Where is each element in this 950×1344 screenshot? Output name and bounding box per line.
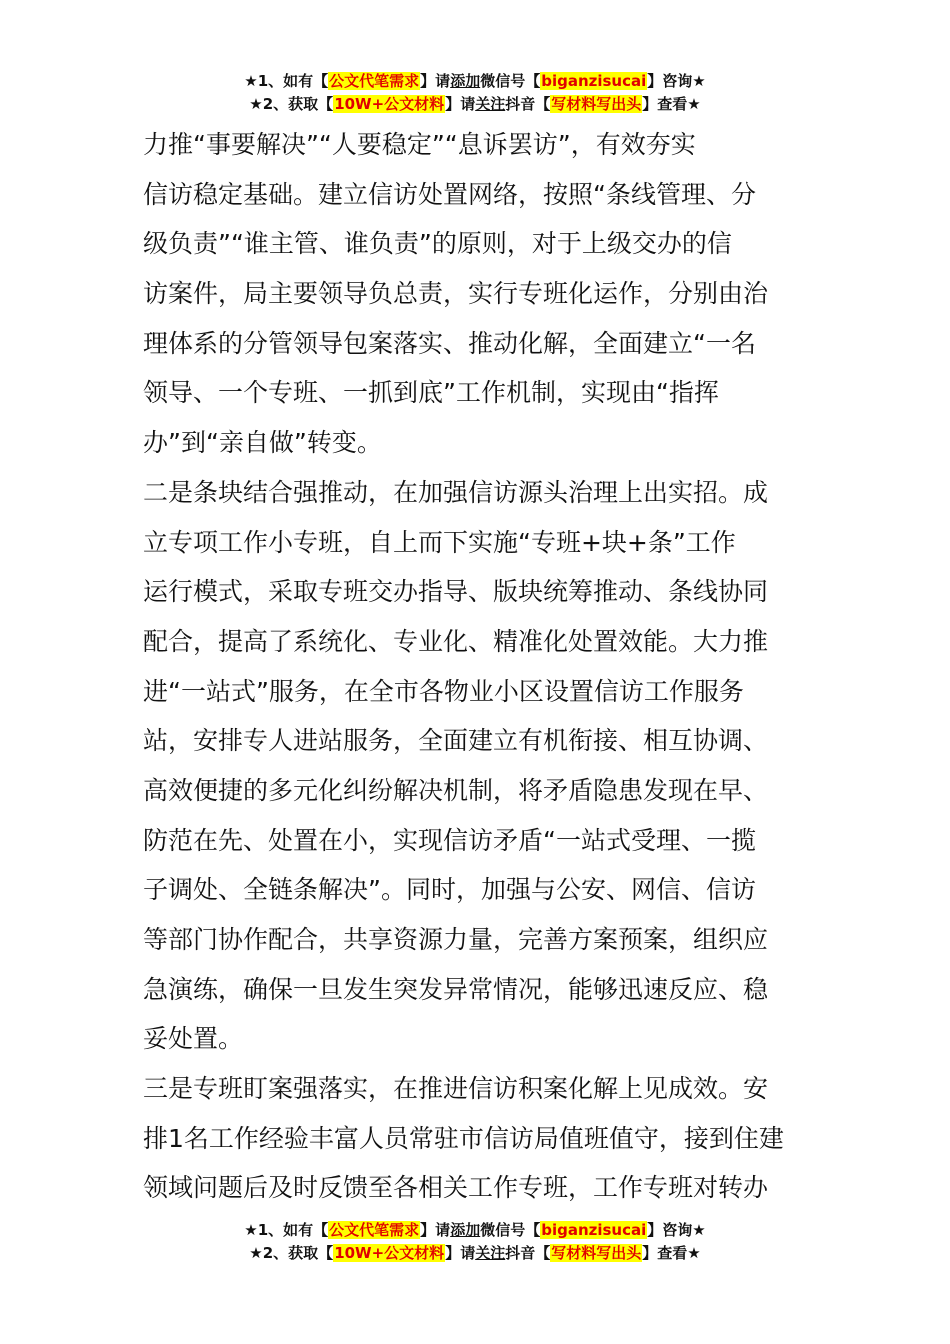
body-line: 级负责”“谁主管、谁负责”的原则，对于上级交办的信 [143, 229, 732, 259]
materials-highlight: 10W+公文材料 [334, 95, 445, 113]
body-line: 配合，提高了系统化、专业化、精准化处置效能。大力推 [143, 626, 769, 656]
ghostwriting-highlight: 公文代笔需求 [329, 72, 420, 90]
banner-text: 】请 [420, 1221, 451, 1239]
footer-banner [0, 1219, 950, 1265]
banner-suffix: 】查看★ [642, 1244, 701, 1262]
banner-line-ghostwriting [0, 70, 950, 93]
banner-emphasis: 关注 [475, 95, 506, 113]
materials-highlight: 10W+公文材料 [334, 1244, 445, 1262]
banner-prefix: ★1、如有【 [244, 72, 329, 90]
banner-text: 】请 [445, 95, 476, 113]
body-line: 高效便捷的多元化纠纷解决机制，将矛盾隐患发现在早、 [143, 775, 769, 805]
banner-text: 】请 [445, 1244, 476, 1262]
body-line: 领域问题后及时反馈至各相关工作专班，工作专班对转办 [143, 1173, 769, 1203]
banner-prefix: ★1、如有【 [244, 1221, 329, 1239]
body-line: 二是条块结合强推动，在加强信访源头治理上出实招。成 [143, 477, 769, 507]
body-line: 三是专班盯案强落实，在推进信访积案化解上见成效。安 [143, 1074, 769, 1104]
body-line: 急演练，确保一旦发生突发异常情况，能够迅速反应、稳 [143, 974, 769, 1004]
body-line: 进“一站式”服务，在全市各物业小区设置信访工作服务 [143, 676, 744, 706]
body-line: 力推“事要解决”“人要稳定”“息诉罢访”，有效夯实 [143, 130, 696, 159]
body-line: 排1名工作经验丰富人员常驻市信访局值班值守，接到住建 [143, 1123, 784, 1153]
wechat-id-highlight: biganzisucai [541, 72, 647, 90]
banner-suffix: 】查看★ [642, 95, 701, 113]
banner-emphasis: 关注 [475, 1244, 506, 1262]
body-line: 领导、一个专班、一抓到底”工作机制，实现由“指挥 [143, 378, 719, 408]
body-line: 子调处、全链条解决”。同时，加强与公安、网信、信访 [143, 875, 756, 905]
banner-line-materials [0, 93, 950, 116]
body-line: 立专项工作小专班，自上而下实施“专班+块+条”工作 [143, 527, 736, 557]
body-line: 运行模式，采取专班交办指导、版块统筹推动、条线协同 [143, 577, 769, 607]
body-line: 妥处置。 [143, 1024, 244, 1054]
banner-emphasis: 添加 [450, 72, 481, 90]
banner-line-ghostwriting [0, 1219, 950, 1242]
header-banner [0, 70, 950, 116]
banner-prefix: ★2、获取【 [249, 95, 334, 113]
banner-text: 微信号【 [480, 72, 541, 90]
banner-line-materials [0, 1242, 950, 1265]
ghostwriting-highlight: 公文代笔需求 [329, 1221, 420, 1239]
banner-text: 】请 [420, 72, 451, 90]
body-line: 站，安排专人进站服务，全面建立有机衔接、相互协调、 [143, 726, 769, 756]
douyin-account-highlight: 写材料写出头 [551, 95, 642, 113]
banner-text: 微信号【 [480, 1221, 541, 1239]
banner-prefix: ★2、获取【 [249, 1244, 334, 1262]
body-line: 访案件，局主要领导负总责，实行专班化运作，分别由治 [143, 279, 769, 309]
body-line: 理体系的分管领导包案落实、推动化解，全面建立“一名 [143, 328, 756, 358]
banner-text: 抖音【 [505, 95, 551, 113]
banner-emphasis: 添加 [450, 1221, 481, 1239]
body-line: 信访稳定基础。建立信访处置网络，按照“条线管理、分 [143, 179, 756, 209]
body-line: 防范在先、处置在小，实现信访矛盾“一站式受理、一揽 [143, 825, 756, 855]
body-line: 办”到“亲自做”转变。 [143, 428, 382, 458]
wechat-id-highlight: biganzisucai [541, 1221, 647, 1239]
banner-suffix: 】咨询★ [647, 1221, 706, 1239]
banner-suffix: 】咨询★ [647, 72, 706, 90]
douyin-account-highlight: 写材料写出头 [551, 1244, 642, 1262]
banner-text: 抖音【 [505, 1244, 551, 1262]
body-line: 等部门协作配合，共享资源力量，完善方案预案，组织应 [143, 925, 769, 954]
document-body [143, 120, 807, 1213]
